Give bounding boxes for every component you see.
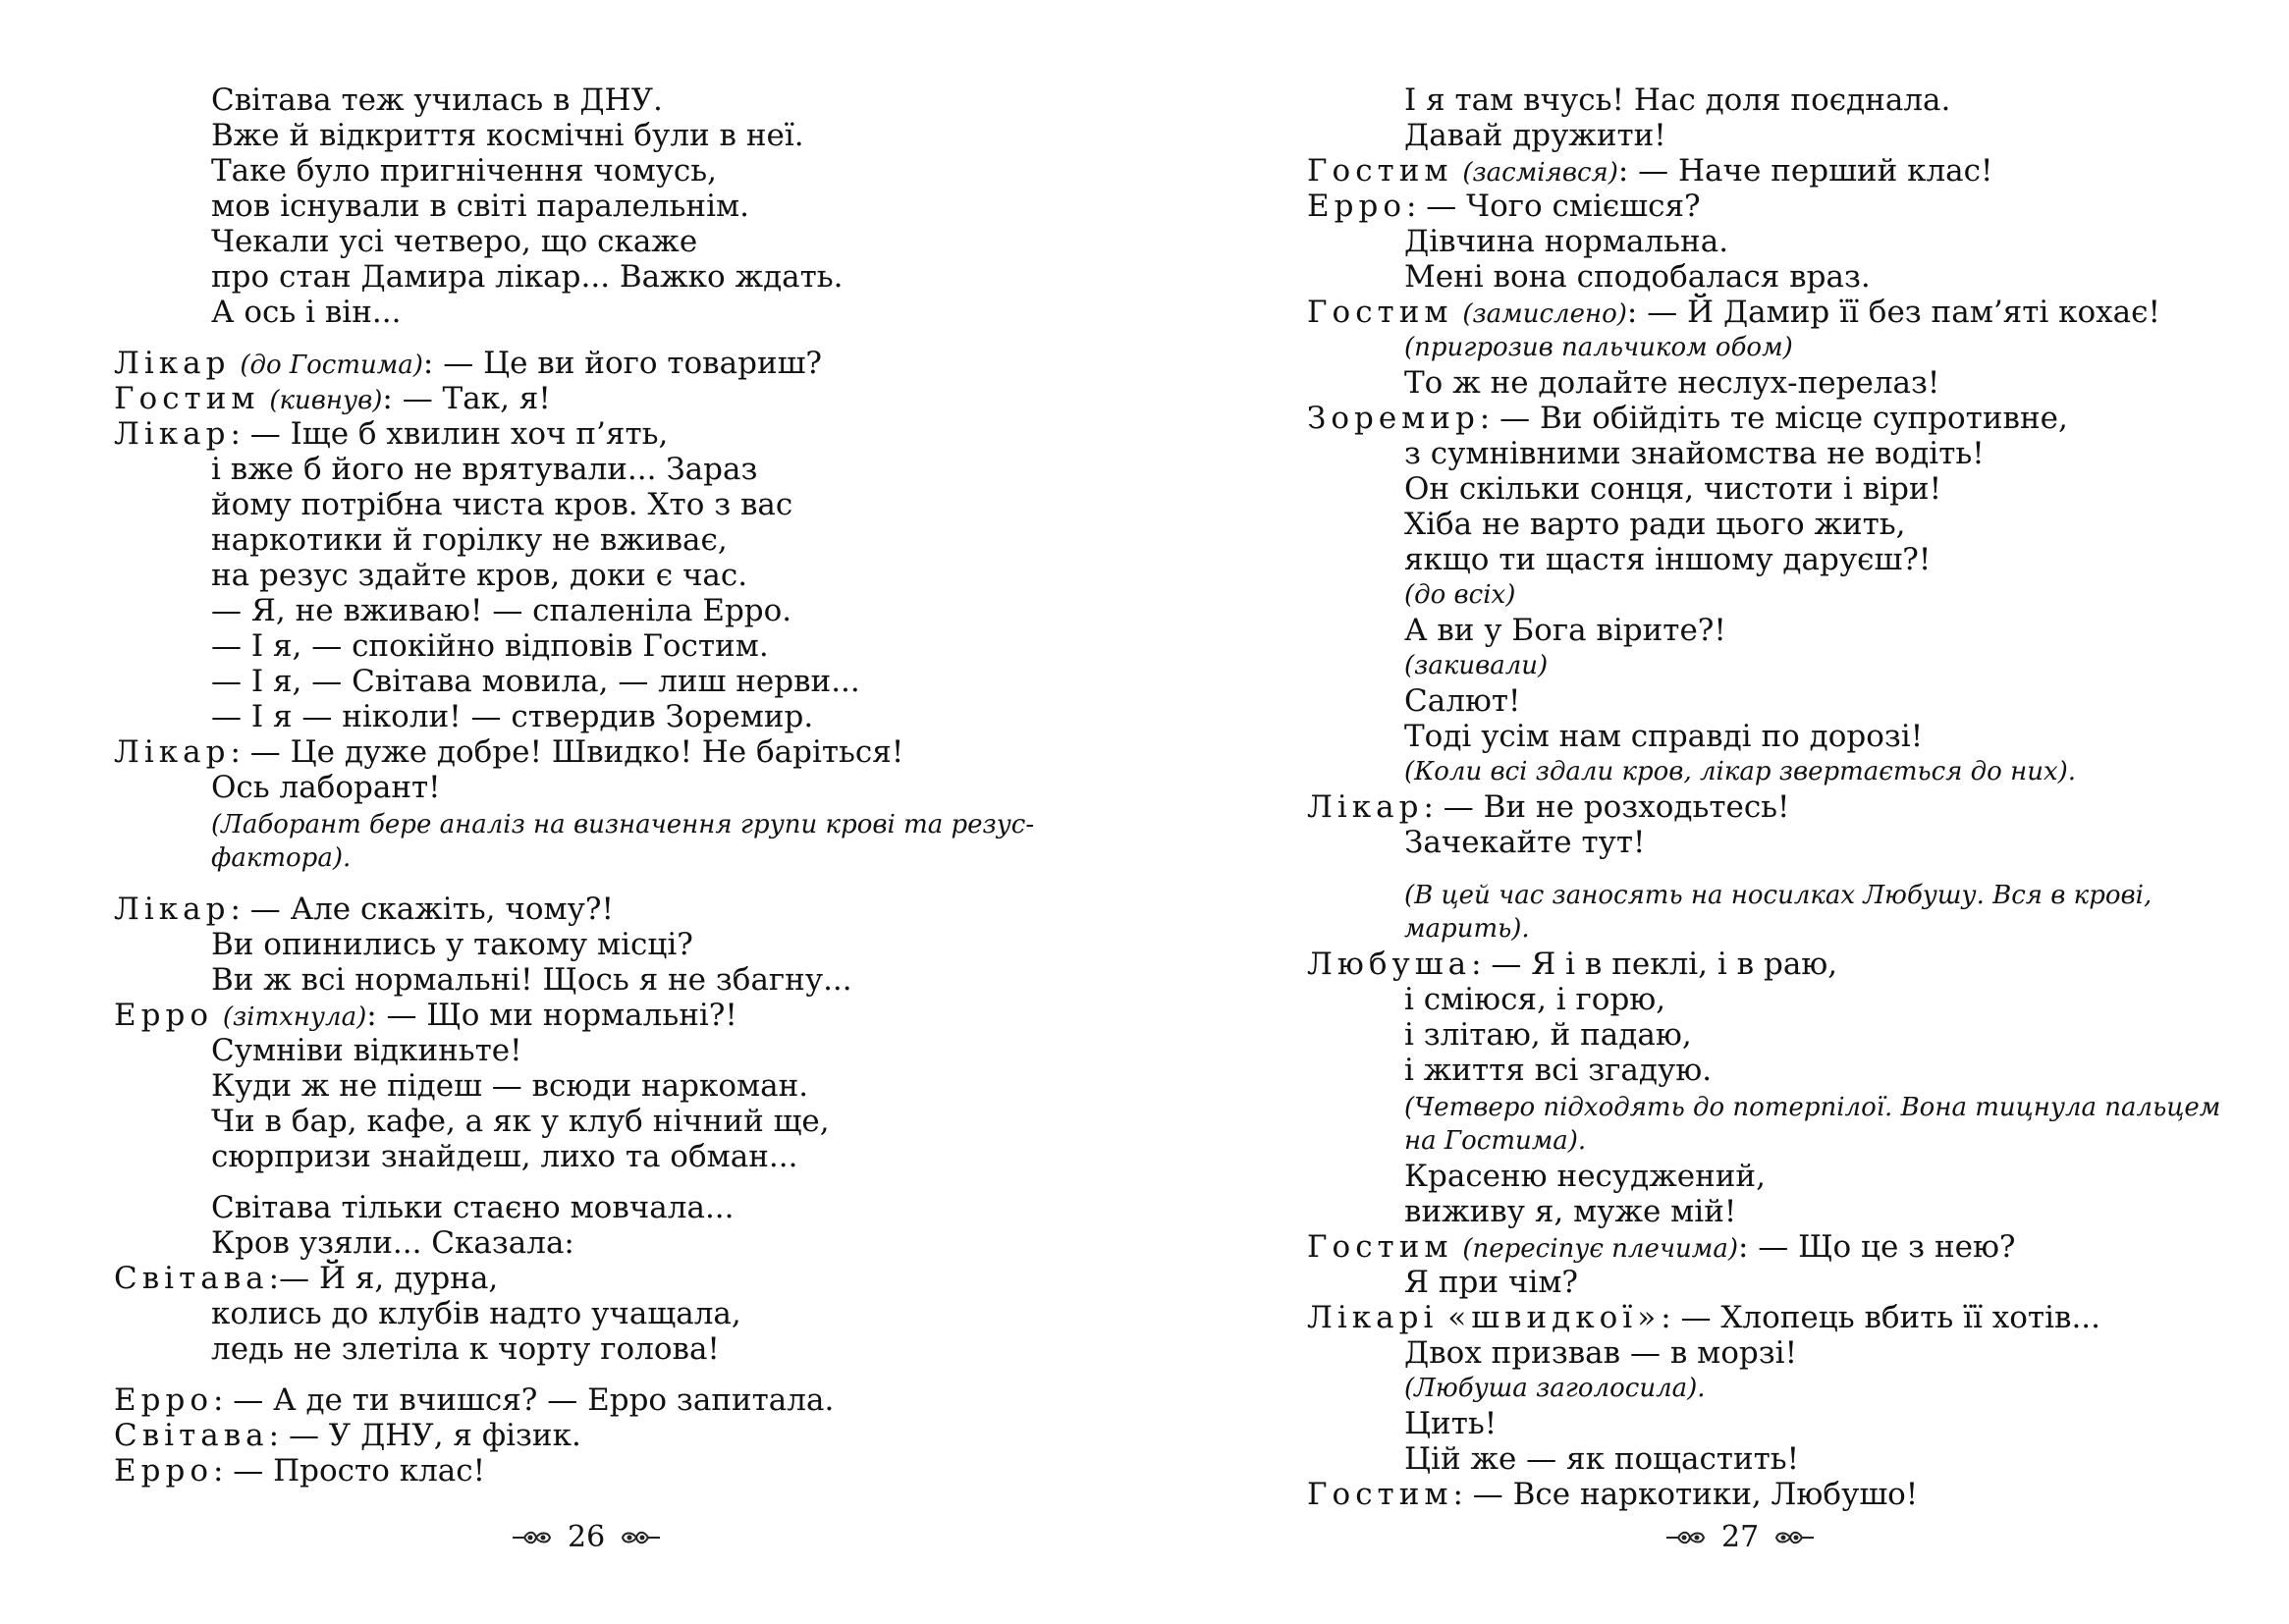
verse-line — [1404, 260, 1871, 295]
verse-line — [114, 382, 551, 418]
verse-line — [1404, 826, 1646, 860]
line-text: : — Наче перший клас! — [1617, 153, 1993, 189]
line-text — [1452, 1229, 1462, 1265]
line-text: Двох призвав — в морзі! — [1404, 1335, 1798, 1371]
verse-line — [211, 154, 717, 189]
verse-line — [114, 893, 614, 927]
verse-line — [1404, 684, 1521, 719]
page-number: 26 — [568, 1520, 606, 1554]
line-text: Зачекайте тут! — [1404, 825, 1646, 860]
verse-line — [114, 417, 668, 452]
line-text: Салют! — [1404, 683, 1521, 719]
stage-remark: (засміявся) — [1462, 158, 1618, 188]
line-text: і злітаю, й падаю, — [1404, 1017, 1692, 1053]
verse-line — [211, 1034, 522, 1068]
speaker-name: Гостим — [1307, 295, 1453, 330]
line-text: : — Це дуже добре! Швидко! Не баріться! — [230, 734, 904, 770]
line-text: на резус здайте кров, доки є час. — [211, 558, 748, 593]
line-text: : — Просто клас! — [212, 1453, 486, 1489]
ornament-right-icon — [619, 1529, 662, 1546]
stage-direction — [1404, 331, 1793, 365]
line-text: Ви ж всі нормальні! Щось я не збагну... — [211, 962, 852, 998]
verse-line — [1307, 189, 1701, 224]
line-text: Ось лаборант! — [211, 770, 441, 805]
right-page — [1144, 0, 2289, 1624]
verse-line — [1404, 720, 1923, 754]
verse-line — [1404, 1266, 1578, 1300]
line-text: Тоді усім нам справді по дорозі! — [1404, 719, 1924, 754]
line-text: (Коли всі здали кров, лікар звертається до них). — [1404, 757, 2077, 786]
line-text: Хіба не варто ради цього жить, — [1404, 507, 1906, 542]
verse-line — [211, 700, 813, 734]
verse-line — [1404, 225, 1728, 259]
line-text: : — Ви обійдіть те місце супротивне, — [1479, 401, 2068, 436]
verse-line — [1404, 1336, 1797, 1371]
speaker-name: Ерро — [114, 1453, 213, 1489]
speaker-name: Гостим — [1307, 1477, 1453, 1512]
line-text: : — Іще б хвилин хоч п’ять, — [230, 416, 669, 452]
line-text: Кров узяли... Сказала: — [211, 1225, 574, 1261]
verse-line — [211, 1105, 830, 1139]
line-text: (до всіх) — [1404, 580, 1516, 610]
verse-line — [211, 594, 791, 628]
verse-line — [211, 119, 804, 153]
speaker-name: Світава — [114, 1261, 269, 1296]
stage-direction — [1404, 1091, 2220, 1125]
verse-line — [114, 735, 903, 770]
verse-line — [211, 225, 697, 259]
verse-line — [211, 1140, 797, 1174]
verse-line — [114, 1419, 581, 1453]
line-text: Давай дружити! — [1404, 118, 1666, 153]
verse-line — [1404, 983, 1665, 1017]
line-text: Вже й відкриття космічні були в неї. — [211, 118, 804, 153]
verse-line — [1404, 1054, 1712, 1088]
line-text: Таке було пригнічення чомусь, — [211, 153, 718, 189]
line-text: : — Все наркотики, Любушо! — [1452, 1477, 1919, 1512]
line-text: йому потрібна чиста кров. Хто з вас — [211, 487, 793, 522]
line-text: : — Так, я! — [382, 381, 551, 416]
line-text: Світава тільки стаєно мовчала... — [211, 1190, 735, 1225]
stage-direction — [1404, 1124, 1586, 1159]
ornament-left-icon — [1664, 1529, 1708, 1546]
verse-line — [1404, 1160, 1766, 1194]
verse-line — [1404, 366, 1939, 401]
stage-direction — [1404, 879, 2152, 913]
line-text: і сміюся, і горю, — [1404, 982, 1666, 1017]
line-text: (Любуша заголосила). — [1404, 1374, 1706, 1403]
stage-remark: (кивнув) — [269, 386, 383, 415]
speaker-name: Ерро — [114, 998, 213, 1033]
speaker-name: Лікар — [114, 892, 231, 927]
speaker-name: Гостим — [1307, 153, 1453, 189]
line-text: Куди ж не підеш — всюди наркоман. — [211, 1068, 809, 1104]
speaker-name: Лікар — [114, 346, 231, 381]
stage-remark: (зітхнула) — [222, 1002, 367, 1032]
line-text: Цить! — [1404, 1406, 1498, 1441]
line-text: на Гостима). — [1404, 1126, 1587, 1156]
speaker-name: Лікар — [114, 416, 231, 452]
verse-line — [1307, 296, 2160, 332]
stage-remark: (замислено) — [1462, 299, 1627, 329]
speaker-name: Лікарі — [1307, 1300, 1439, 1335]
stage-remark: (пересіпує плечима) — [1462, 1234, 1738, 1264]
speaker-name: Ерро — [1307, 189, 1406, 224]
verse-line — [211, 1069, 808, 1104]
verse-line — [1404, 614, 1726, 648]
stage-direction — [1404, 912, 1530, 947]
line-text: — І я, — спокійно відповів Гостим. — [211, 628, 769, 664]
stage-direction — [1404, 755, 2076, 789]
verse-line — [1307, 154, 1992, 190]
line-text: А ви у Бога вірите?! — [1404, 613, 1726, 648]
line-text — [259, 381, 269, 416]
line-text: : — Я і в пеклі, і в раю, — [1471, 947, 1838, 982]
ornament-right-icon — [1772, 1529, 1816, 1546]
line-text: : — Що це з нею? — [1738, 1229, 2016, 1265]
stage-direction — [1404, 1372, 1706, 1406]
line-text: мов існували в світі паралельнім. — [211, 189, 749, 224]
line-text: (Лаборант бере аналіз на визначення групи крові та резус- — [211, 810, 1035, 839]
line-text: — Я, не вживаю! — спаленіла Ерро. — [211, 593, 792, 628]
verse-line — [211, 83, 663, 118]
verse-line — [1307, 947, 1837, 982]
verse-line — [211, 1332, 720, 1367]
line-text: — І я, — Світава мовила, — лиш нерви... — [211, 664, 860, 699]
line-text: Ви опинились у такому місці? — [211, 927, 693, 962]
verse-line — [211, 1297, 741, 1331]
line-text: колись до клубів надто учащала, — [211, 1296, 741, 1331]
line-text: і вже б його не врятували... Зараз — [211, 452, 758, 487]
speaker-name: «швидкої» — [1447, 1300, 1662, 1335]
line-text: : — А де ти вчишся? — Ерро запитала. — [212, 1382, 835, 1418]
verse-line — [211, 928, 693, 962]
speaker-name: Гостим — [1307, 1229, 1453, 1265]
verse-line — [211, 1191, 735, 1225]
speaker-name: Ерро — [114, 1382, 213, 1418]
line-text — [1452, 295, 1462, 330]
verse-line — [211, 189, 749, 224]
speaker-name: Світава — [114, 1418, 269, 1453]
line-text: Красеню несуджений, — [1404, 1159, 1766, 1194]
line-text: (В цей час заносять на носилках Любушу. Вся в крові, — [1404, 881, 2153, 910]
line-text: — І я — ніколи! — ствердив Зоремир. — [211, 699, 814, 734]
stage-direction — [1404, 578, 1515, 613]
line-text: Он скільки сонця, чистоти і віри! — [1404, 471, 1942, 507]
verse-line — [1404, 508, 1906, 542]
line-text: : — У ДНУ, я фізик. — [268, 1418, 581, 1453]
line-text: Дівчина нормальна. — [1404, 224, 1729, 259]
page-number: 27 — [1721, 1520, 1760, 1554]
right-page-footer — [1664, 1520, 1816, 1554]
verse-line — [1307, 1301, 2100, 1335]
verse-line — [211, 523, 728, 558]
ornament-left-icon — [511, 1529, 554, 1546]
speaker-name: Гостим — [114, 381, 260, 416]
line-text: (закивали) — [1404, 651, 1549, 680]
line-text: І я там вчусь! Нас доля поєднала. — [1404, 82, 1951, 118]
line-text: Чекали усі четверо, що скаже — [211, 224, 698, 259]
line-text: : — Це ви його товариш? — [422, 346, 823, 381]
line-text — [213, 998, 223, 1033]
speaker-name: Зоремир — [1307, 401, 1480, 436]
stage-direction — [211, 841, 351, 876]
verse-line — [114, 999, 737, 1035]
line-text: виживу я, муже мій! — [1404, 1194, 1737, 1229]
line-text: і життя всі згадую. — [1404, 1053, 1713, 1088]
line-text: Я при чім? — [1404, 1265, 1579, 1300]
verse-line — [1404, 437, 1985, 471]
line-text: з сумнівними знайомства не водіть! — [1404, 436, 1985, 471]
verse-line — [1404, 1018, 1692, 1053]
verse-line — [211, 629, 769, 664]
line-text: про стан Дамира лікар... Важко ждать. — [211, 259, 844, 295]
verse-line — [114, 347, 822, 383]
line-text: наркотики й горілку не вживає, — [211, 522, 728, 558]
line-text: А ось і він... — [211, 295, 402, 330]
verse-line — [211, 260, 844, 295]
line-text: То ж не долайте неслух-перелаз! — [1404, 365, 1940, 401]
verse-line — [211, 1226, 574, 1261]
left-page — [0, 0, 1144, 1624]
line-text: :— Й я, дурна, — [268, 1261, 499, 1296]
verse-line — [211, 296, 401, 330]
stage-remark: (до Гостима) — [240, 351, 423, 380]
line-text: (пригрозив пальчиком обом) — [1404, 333, 1793, 362]
verse-line — [1404, 119, 1666, 153]
line-text — [1452, 153, 1462, 189]
line-text: Цій же — як пощастить! — [1404, 1441, 1800, 1477]
verse-line — [211, 665, 860, 699]
verse-line — [211, 453, 757, 487]
speaker-name: Лікар — [114, 734, 231, 770]
verse-line — [1307, 790, 1790, 825]
verse-line — [1404, 83, 1950, 118]
line-text: Світава теж училась в ДНУ. — [211, 82, 663, 118]
line-text: марить). — [1404, 914, 1530, 944]
verse-line — [211, 963, 852, 998]
line-text — [230, 346, 240, 381]
verse-line — [1307, 1478, 1918, 1512]
verse-line — [211, 488, 792, 522]
line-text: : — Й Дамир її без пам’яті кохає! — [1626, 295, 2160, 330]
verse-line — [114, 1454, 485, 1489]
stage-direction — [211, 808, 1034, 842]
verse-line — [1404, 1407, 1497, 1441]
verse-line — [211, 559, 747, 593]
verse-line — [114, 1383, 834, 1418]
speaker-name: Любуша — [1307, 947, 1472, 982]
line-text: сюрпризи знайдеш, лихо та обман... — [211, 1139, 798, 1174]
line-text: : — Хлопець вбить її хотів... — [1661, 1300, 2101, 1335]
line-text — [1438, 1300, 1447, 1335]
speaker-name: Лікар — [1307, 789, 1424, 825]
verse-line — [1307, 402, 2068, 436]
verse-line — [1404, 1195, 1736, 1229]
line-text: якщо ти щастя іншому даруєш?! — [1404, 542, 1932, 577]
line-text: : — Ви не розходьтесь! — [1423, 789, 1790, 825]
verse-line — [1404, 472, 1941, 507]
verse-line — [114, 1262, 498, 1296]
line-text: Мені вона сподобалася враз. — [1404, 259, 1871, 295]
verse-line — [1404, 1442, 1799, 1477]
verse-line — [1307, 1230, 2016, 1267]
verse-line — [211, 771, 441, 805]
left-page-footer — [511, 1520, 662, 1554]
line-text: (Четверо підходять до потерпілої. Вона тицнула пальцем — [1404, 1093, 2221, 1122]
line-text: Сумніви відкиньте! — [211, 1033, 522, 1068]
line-text: фактора). — [211, 843, 352, 873]
line-text: : — Що ми нормальні?! — [366, 998, 737, 1033]
stage-direction — [1404, 649, 1548, 683]
line-text: ледь не злетіла к чорту голова! — [211, 1331, 720, 1367]
line-text: Чи в бар, кафе, а як у клуб нічний ще, — [211, 1104, 830, 1139]
line-text: : — Чого смієшся? — [1405, 189, 1701, 224]
line-text: : — Але скажіть, чому?! — [230, 892, 614, 927]
verse-line — [1404, 543, 1931, 577]
